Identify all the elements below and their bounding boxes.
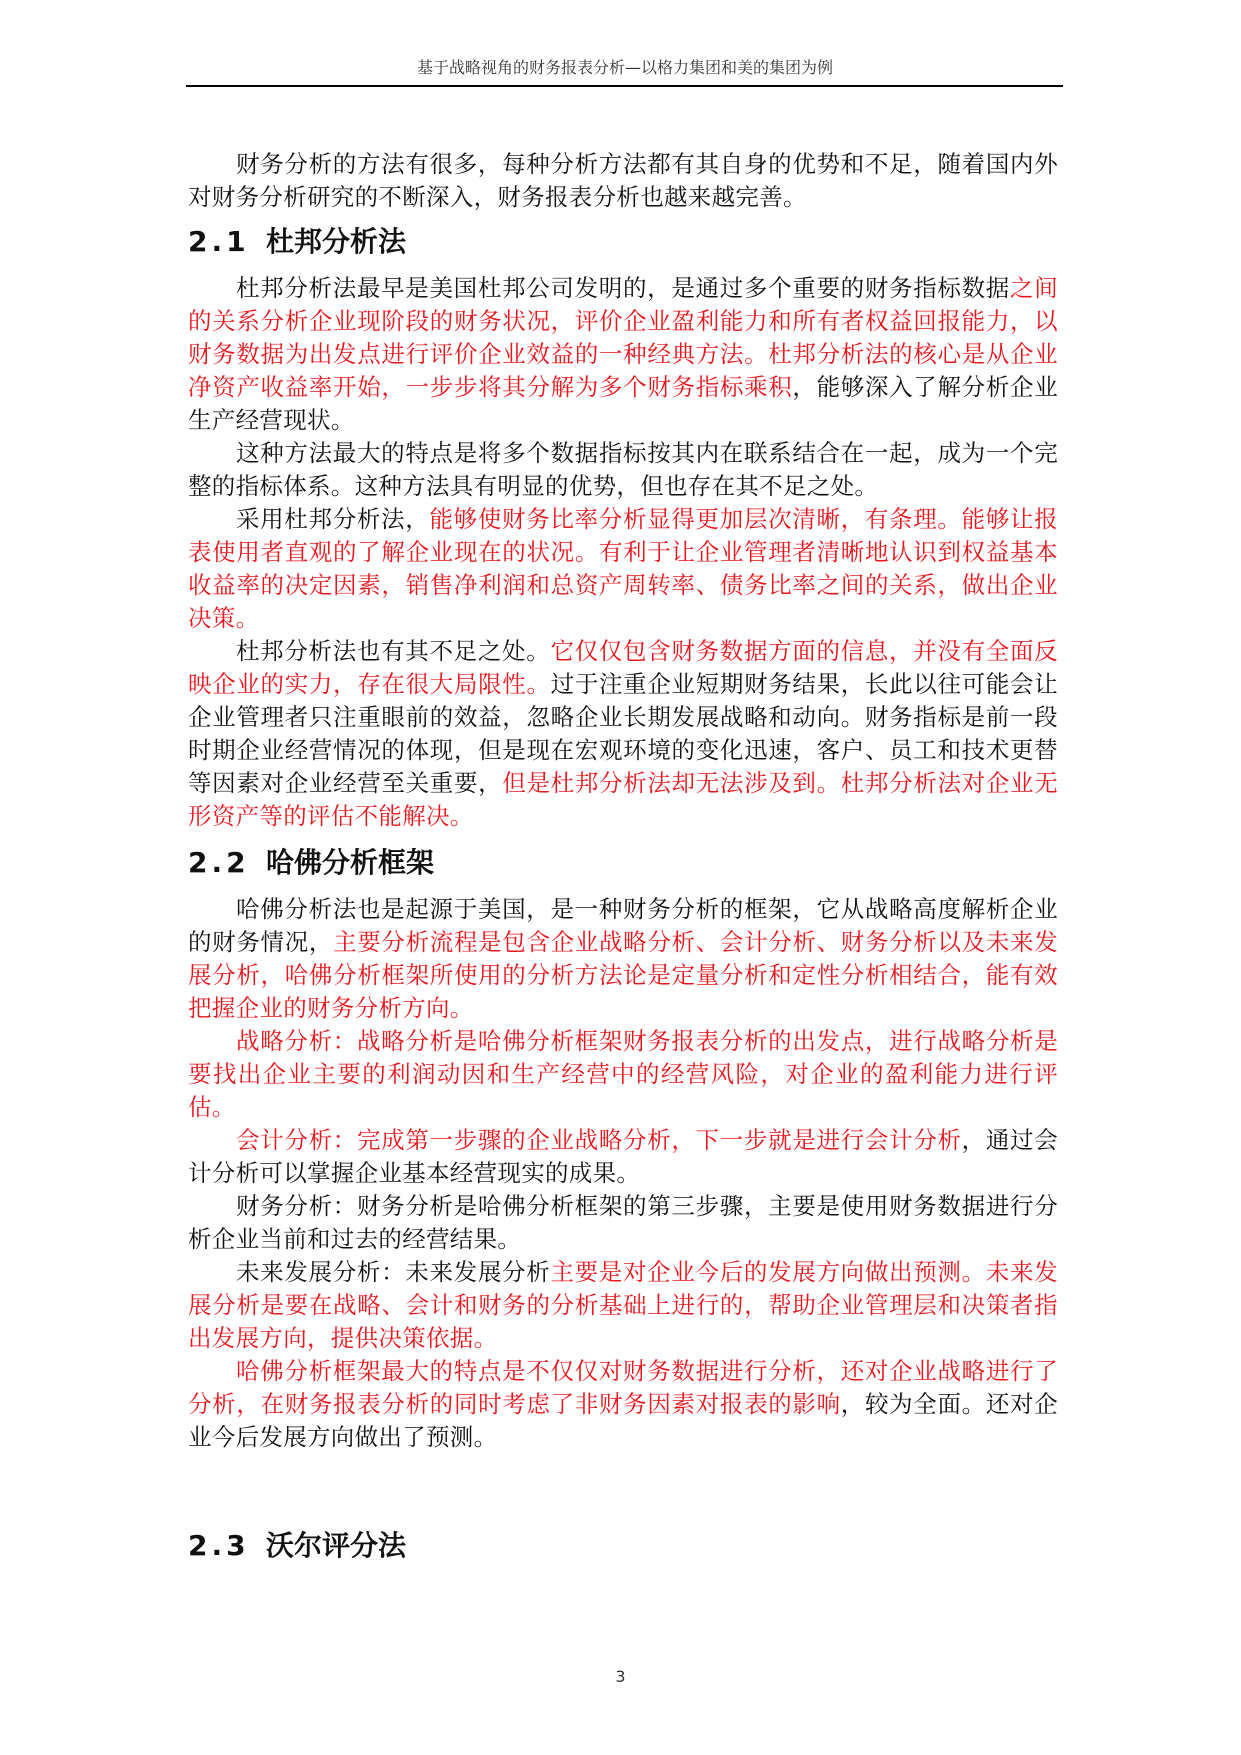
highlighted-text-run: 但是杜邦分析法却无法涉及到。杜邦分析法对企业无形资产等的评估不能解决。 <box>188 769 1059 830</box>
text-run: ，较为全面。还对企业今后发展方向做出了预测。 <box>188 1390 1058 1451</box>
accounting-analysis-paragraph <box>188 1124 1058 1190</box>
section-title: 哈佛分析框架 <box>266 846 435 879</box>
highlighted-text-run: 哈佛分析框架最大的特点是不仅仅对财务数据进行分析，还对企业战略进行了分析，在财务报表分析的同时考虑了非财务因素对报表的影响 <box>188 1357 1058 1418</box>
text-run: 杜邦分析法也有其不足之处。 <box>236 637 551 665</box>
page-number: 3 <box>615 1667 626 1686</box>
highlighted-text-run: 主要分析流程是包含企业战略分析、会计分析、财务分析以及未来发展分析，哈佛分析框架所使用的分析方法论是定量分析和定性分析相结合，能有效把握企业的财务分析方向。 <box>188 928 1058 1022</box>
intro-paragraph: 财务分析的方法有很多，每种分析方法都有其自身的优势和不足，随着国内外对财务分析研究的不断深入，财务报表分析也越来越完善。 <box>188 150 1058 211</box>
text-run: ，能够深入了解分析企业生产经营现状。 <box>188 373 1058 434</box>
page-body <box>188 148 1058 1566</box>
text-run: 这种方法最大的特点是将多个数据指标按其内在联系结合在一起，成为一个完整的指标体系。这种方法具有明显的优势，但也存在其不足之处。 <box>188 439 1058 500</box>
text-run: 采用杜邦分析法， <box>236 505 430 533</box>
highlighted-text-run: 能够使财务比率分析显得更加层次清晰，有条理。能够让报表使用者直观的了解企业现在的状况。有利于让企业管理者清晰地认识到权益基本收益率的决定因素，销售净利润和总资产周转率、债务比率之间的关系，做出企业决策。 <box>188 505 1058 632</box>
dupont-feature-paragraph <box>188 437 1058 503</box>
section-number: 2.2 <box>188 846 250 879</box>
text-run: ，通过会计分析可以掌握企业基本经营现实的成果。 <box>188 1126 1059 1187</box>
running-header: 基于战略视角的财务报表分析—以格力集团和美的集团为例 <box>416 58 833 77</box>
section-number: 2.1 <box>188 225 250 258</box>
harvard-intro-paragraph <box>188 893 1058 1025</box>
harvard-feature-paragraph <box>188 1355 1058 1454</box>
text-run: 杜邦分析法最早是美国杜邦公司发明的，是通过多个重要的财务指标数据 <box>236 274 1010 302</box>
future-analysis-paragraph <box>188 1256 1058 1355</box>
highlighted-text-run: 之间的关系分析企业现阶段的财务状况，评价企业盈利能力和所有者权益回报能力，以财务数据为出发点进行评价企业效益的一种经典方法。杜邦分析法的核心是从企业净资产收益率开始，一步步将其分解为多个财务指标乘积 <box>188 274 1058 401</box>
financial-analysis-paragraph <box>188 1190 1058 1256</box>
dupont-limitation-paragraph <box>188 635 1058 833</box>
highlighted-text-run: 它仅仅包含财务数据方面的信息，并没有全面反映企业的实力，存在很大局限性。 <box>188 637 1058 698</box>
section-title: 沃尔评分法 <box>266 1529 407 1562</box>
highlighted-text-run: 战略分析：战略分析是哈佛分析框架财务报表分析的出发点，进行战略分析是要找出企业主要的利润动因和生产经营中的经营风险，对企业的盈利能力进行评估。 <box>188 1027 1058 1121</box>
section-heading-2-1 <box>188 222 1058 262</box>
highlighted-text-run: 主要是对企业今后的发展方向做出预测。未来发展分析是要在战略、会计和财务的分析基础上进行的，帮助企业管理层和决策者指出发展方向，提供决策依据。 <box>188 1258 1058 1352</box>
strategy-analysis-paragraph <box>188 1025 1058 1124</box>
section-heading-2-2 <box>188 843 1058 883</box>
text-run: 哈佛分析法也是起源于美国，是一种财务分析的框架，它从战略高度解析企业的财务情况， <box>188 895 1058 956</box>
section-title: 杜邦分析法 <box>266 225 407 258</box>
section-heading-2-3 <box>188 1526 1058 1566</box>
text-run: 过于注重企业短期财务结果，长此以往可能会让企业管理者只注重眼前的效益，忽略企业长期发展战略和动向。财务指标是前一段时期企业经营情况的体现，但是现在宏观环境的变化迅速，客户、员工和技术更替等因素对企业经营至关重要， <box>188 670 1058 797</box>
highlighted-text-run: 会计分析：完成第一步骤的企业战略分析，下一步就是进行会计分析 <box>236 1126 962 1154</box>
header-rule <box>186 85 1063 87</box>
text-run: 财务分析：财务分析是哈佛分析框架的第三步骤，主要是使用财务数据进行分析企业当前和过去的经营结果。 <box>188 1192 1058 1253</box>
dupont-origin-paragraph <box>188 272 1058 437</box>
section-number: 2.3 <box>188 1529 250 1562</box>
dupont-advantage-paragraph <box>188 503 1058 635</box>
text-run: 未来发展分析：未来发展分析 <box>236 1258 551 1286</box>
